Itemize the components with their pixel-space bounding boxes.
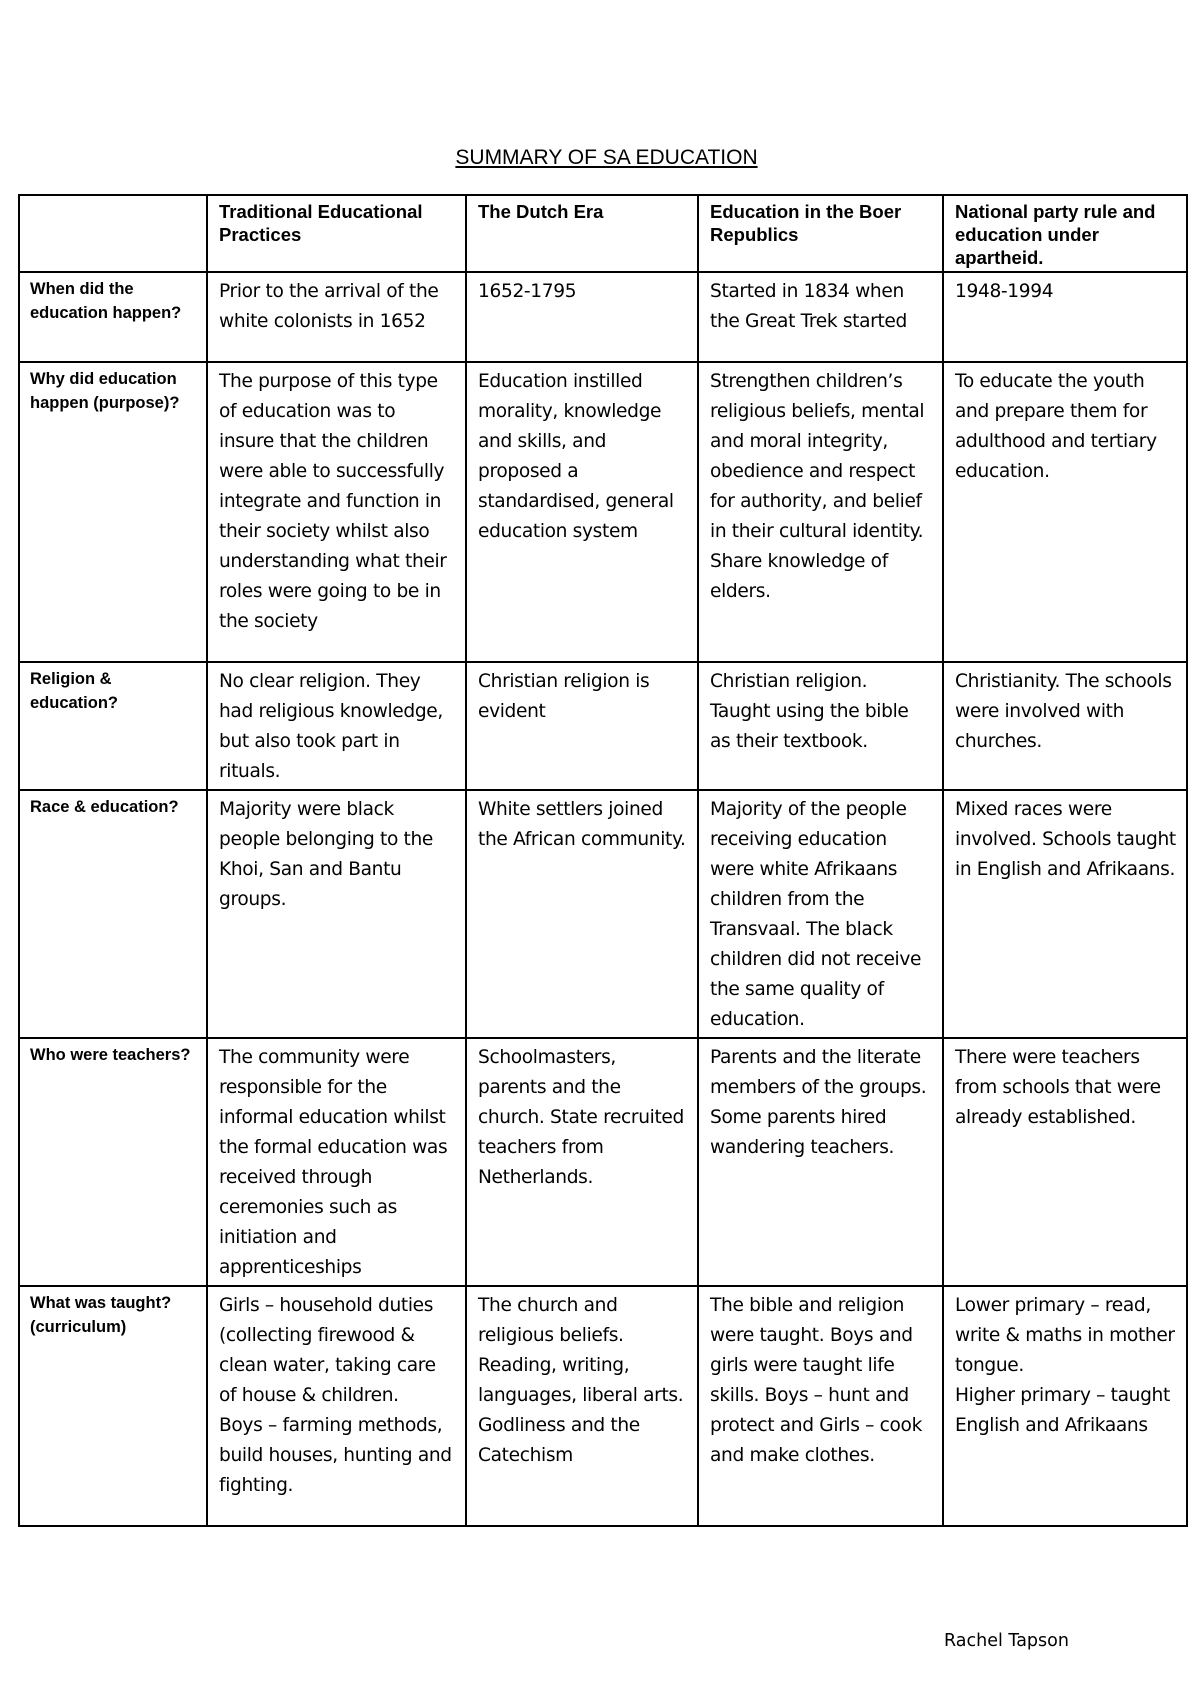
table-row xyxy=(19,272,1187,362)
header-cell-empty xyxy=(19,195,207,272)
table-row xyxy=(19,790,1187,1038)
header-dutch-era: The Dutch Era xyxy=(466,195,698,272)
table-cell: 1948-1994 xyxy=(943,272,1187,362)
table-cell: 1652-1795 xyxy=(466,272,698,362)
page-title: SUMMARY OF SA EDUCATION xyxy=(455,146,758,169)
table-row xyxy=(19,662,1187,790)
table-cell: Majority were black people belonging to the Khoi, San and Bantu groups. xyxy=(207,790,466,1038)
table-header-row xyxy=(19,195,1187,272)
table-cell: No clear religion. They had religious knowledge, but also took part in rituals. xyxy=(207,662,466,790)
row-question: Religion & education? xyxy=(19,662,207,790)
table-cell: Girls – household duties (collecting firewood & clean water, taking care of house & children. Boys – farming methods, build houses, hunting and fighting. xyxy=(207,1286,466,1526)
table-cell: Education instilled morality, knowledge and skills, and proposed a standardised, general education system xyxy=(466,362,698,662)
table-cell: Strengthen children’s religious beliefs, mental and moral integrity, obedience and respect for authority, and belief in their cultural identity. Share knowledge of elders. xyxy=(698,362,943,662)
table-cell: Prior to the arrival of the white colonists in 1652 xyxy=(207,272,466,362)
row-question: Who were teachers? xyxy=(19,1038,207,1286)
table-cell: Schoolmasters, parents and the church. State recruited teachers from Netherlands. xyxy=(466,1038,698,1286)
table-cell: Parents and the literate members of the groups. Some parents hired wandering teachers. xyxy=(698,1038,943,1286)
table-cell: Started in 1834 when the Great Trek started xyxy=(698,272,943,362)
header-traditional: Traditional Educational Practices xyxy=(207,195,466,272)
summary-table xyxy=(18,194,1188,1527)
author-name: Rachel Tapson xyxy=(944,1631,1069,1651)
table-cell: Mixed races were involved. Schools taught in English and Afrikaans. xyxy=(943,790,1187,1038)
table-cell: To educate the youth and prepare them for adulthood and tertiary education. xyxy=(943,362,1187,662)
table-row xyxy=(19,1038,1187,1286)
table-row xyxy=(19,1286,1187,1526)
table-cell: Christian religion. Taught using the bible as their textbook. xyxy=(698,662,943,790)
table-cell: There were teachers from schools that were already established. xyxy=(943,1038,1187,1286)
row-question: When did the education happen? xyxy=(19,272,207,362)
row-question: What was taught? (curriculum) xyxy=(19,1286,207,1526)
table-cell: Lower primary – read, write & maths in mother tongue. Higher primary – taught English and Afrikaans xyxy=(943,1286,1187,1526)
table-cell: Majority of the people receiving education were white Afrikaans children from the Transvaal. The black children did not receive the same quality of education. xyxy=(698,790,943,1038)
table-row xyxy=(19,362,1187,662)
table-cell: The church and religious beliefs. Reading, writing, languages, liberal arts. Godliness and the Catechism xyxy=(466,1286,698,1526)
row-question: Race & education? xyxy=(19,790,207,1038)
table-cell: The bible and religion were taught. Boys and girls were taught life skills. Boys – hunt and protect and Girls – cook and make clothes. xyxy=(698,1286,943,1526)
row-question: Why did education happen (purpose)? xyxy=(19,362,207,662)
table-cell: Christianity. The schools were involved with churches. xyxy=(943,662,1187,790)
table-cell: Christian religion is evident xyxy=(466,662,698,790)
header-apartheid: National party rule and education under apartheid. xyxy=(943,195,1187,272)
header-boer-republics: Education in the Boer Republics xyxy=(698,195,943,272)
table-cell: White settlers joined the African community. xyxy=(466,790,698,1038)
table-cell: The purpose of this type of education was to insure that the children were able to successfully integrate and function in their society whilst also understanding what their roles were going to be in the society xyxy=(207,362,466,662)
table-cell: The community were responsible for the informal education whilst the formal education was received through ceremonies such as initiation and apprenticeships xyxy=(207,1038,466,1286)
